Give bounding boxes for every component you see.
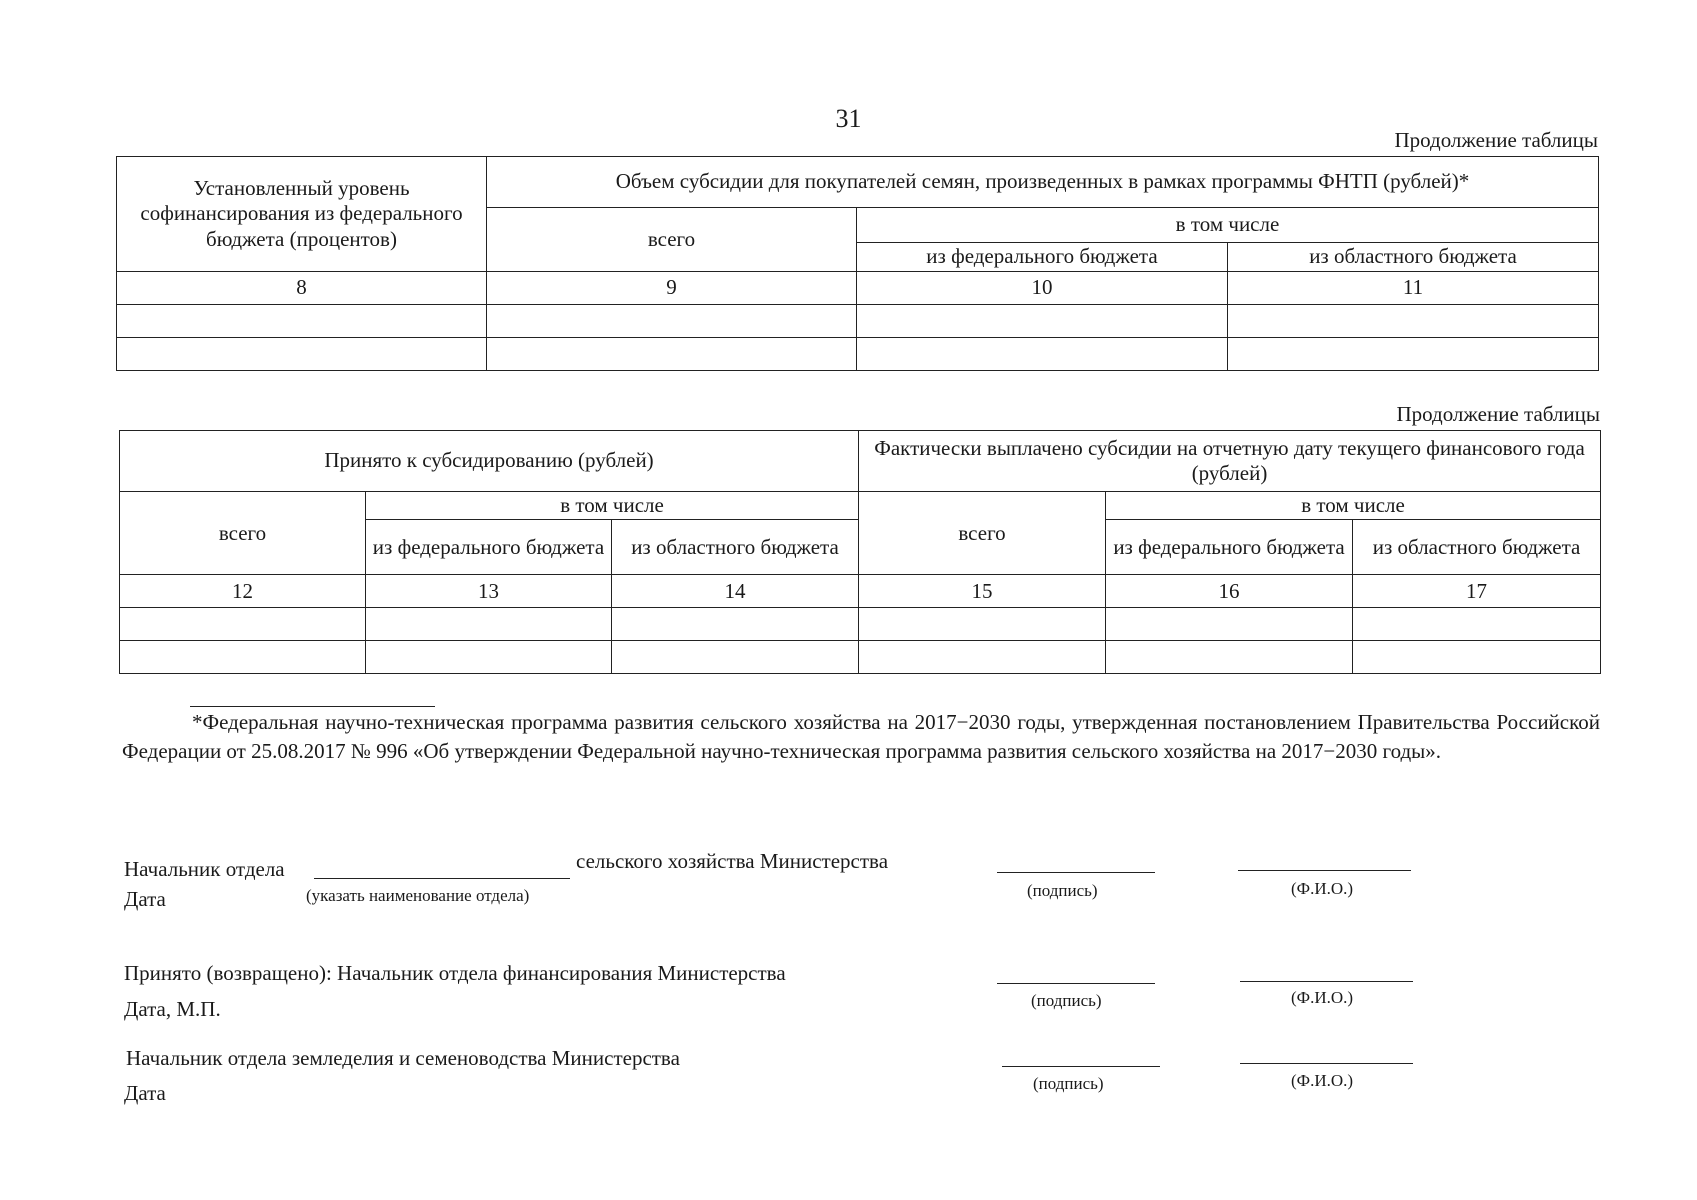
signature-line bbox=[997, 872, 1155, 873]
including-header: в том числе bbox=[366, 492, 859, 520]
column-number: 10 bbox=[857, 272, 1228, 305]
column-number: 9 bbox=[487, 272, 857, 305]
subsidy-volume-header: Объем субсидии для покупателей семян, произведенных в рамках программы ФНТП (рублей)* bbox=[487, 157, 1599, 208]
regional-budget-header: из областного бюджета bbox=[1228, 243, 1599, 272]
page-number: 31 bbox=[835, 104, 862, 133]
signature-label: (подпись) bbox=[1031, 991, 1102, 1010]
empty-cell bbox=[120, 608, 366, 641]
empty-cell bbox=[487, 305, 857, 338]
footnote-separator bbox=[190, 706, 435, 707]
actually-paid-header: Фактически выплачено субсидии на отчетную дату текущего финансового года (рублей) bbox=[859, 431, 1601, 492]
empty-cell bbox=[1228, 305, 1599, 338]
including-header: в том числе bbox=[857, 208, 1599, 243]
empty-cell bbox=[1228, 338, 1599, 371]
federal-budget-header: из федерального бюджета bbox=[857, 243, 1228, 272]
date-label: Дата bbox=[124, 1081, 166, 1105]
column-number: 8 bbox=[117, 272, 487, 305]
department-name-hint: (указать наименование отдела) bbox=[306, 886, 530, 905]
empty-cell bbox=[117, 305, 487, 338]
column-number: 13 bbox=[366, 575, 612, 608]
column-number: 14 bbox=[612, 575, 859, 608]
name-label: (Ф.И.О.) bbox=[1291, 1071, 1354, 1090]
empty-cell bbox=[1106, 641, 1353, 674]
empty-cell bbox=[1353, 641, 1601, 674]
column-number: 15 bbox=[859, 575, 1106, 608]
name-line bbox=[1240, 981, 1413, 982]
empty-cell bbox=[859, 641, 1106, 674]
federal-budget-header: из федерального бюджета bbox=[366, 520, 612, 575]
column-number: 16 bbox=[1106, 575, 1353, 608]
signature-line bbox=[997, 983, 1155, 984]
subsidy-volume-table bbox=[116, 156, 1599, 371]
date-stamp-label: Дата, М.П. bbox=[124, 997, 221, 1021]
signature-label: (подпись) bbox=[1033, 1074, 1104, 1093]
cofinancing-level-header: Установленный уровень софинансирования из федерального бюджета (процентов) bbox=[117, 157, 487, 272]
regional-budget-header: из областного бюджета bbox=[612, 520, 859, 575]
empty-cell bbox=[1106, 608, 1353, 641]
column-number: 17 bbox=[1353, 575, 1601, 608]
including-header: в том числе bbox=[1106, 492, 1601, 520]
name-label: (Ф.И.О.) bbox=[1291, 988, 1354, 1007]
name-line bbox=[1240, 1063, 1413, 1064]
total-header: всего bbox=[120, 492, 366, 575]
signature-label: (подпись) bbox=[1027, 881, 1098, 900]
regional-budget-header: из областного бюджета bbox=[1353, 520, 1601, 575]
federal-budget-header: из федерального бюджета bbox=[1106, 520, 1353, 575]
agriculture-department-head: Начальник отдела земледелия и семеноводства Министерства bbox=[126, 1046, 680, 1070]
empty-cell bbox=[612, 641, 859, 674]
empty-cell bbox=[857, 305, 1228, 338]
empty-cell bbox=[120, 641, 366, 674]
signature-line bbox=[1002, 1066, 1160, 1067]
empty-cell bbox=[487, 338, 857, 371]
column-number: 12 bbox=[120, 575, 366, 608]
department-head-suffix: сельского хозяйства Министерства bbox=[576, 849, 889, 873]
table2-continuation-label: Продолжение таблицы bbox=[1396, 402, 1600, 426]
total-header: всего bbox=[859, 492, 1106, 575]
empty-cell bbox=[366, 641, 612, 674]
date-label: Дата bbox=[124, 887, 166, 911]
column-number: 11 bbox=[1228, 272, 1599, 305]
subsidy-payment-table bbox=[119, 430, 1601, 674]
total-header: всего bbox=[487, 208, 857, 272]
name-label: (Ф.И.О.) bbox=[1291, 879, 1354, 898]
footnote-text: *Федеральная научно-техническая программа развития сельского хозяйства на 2017−2030 годы, утвержденная постановлением Правительства Российской Федерации от 25.08.2017 № 996 «Об утверждении Федеральной научно-техническая программа развития сельского хозяйства на 2017−2030 годы». bbox=[122, 710, 1600, 764]
empty-cell bbox=[612, 608, 859, 641]
department-name-line bbox=[314, 878, 570, 879]
empty-cell bbox=[117, 338, 487, 371]
empty-cell bbox=[859, 608, 1106, 641]
footnote bbox=[122, 708, 1600, 767]
accepted-returned-title: Принято (возвращено): Начальник отдела финансирования Министерства bbox=[124, 961, 786, 985]
table1-continuation-label: Продолжение таблицы bbox=[1394, 128, 1598, 152]
empty-cell bbox=[857, 338, 1228, 371]
accepted-for-subsidy-header: Принято к субсидированию (рублей) bbox=[120, 431, 859, 492]
empty-cell bbox=[366, 608, 612, 641]
department-head-prefix: Начальник отдела bbox=[124, 857, 285, 881]
empty-cell bbox=[1353, 608, 1601, 641]
name-line bbox=[1238, 870, 1411, 871]
